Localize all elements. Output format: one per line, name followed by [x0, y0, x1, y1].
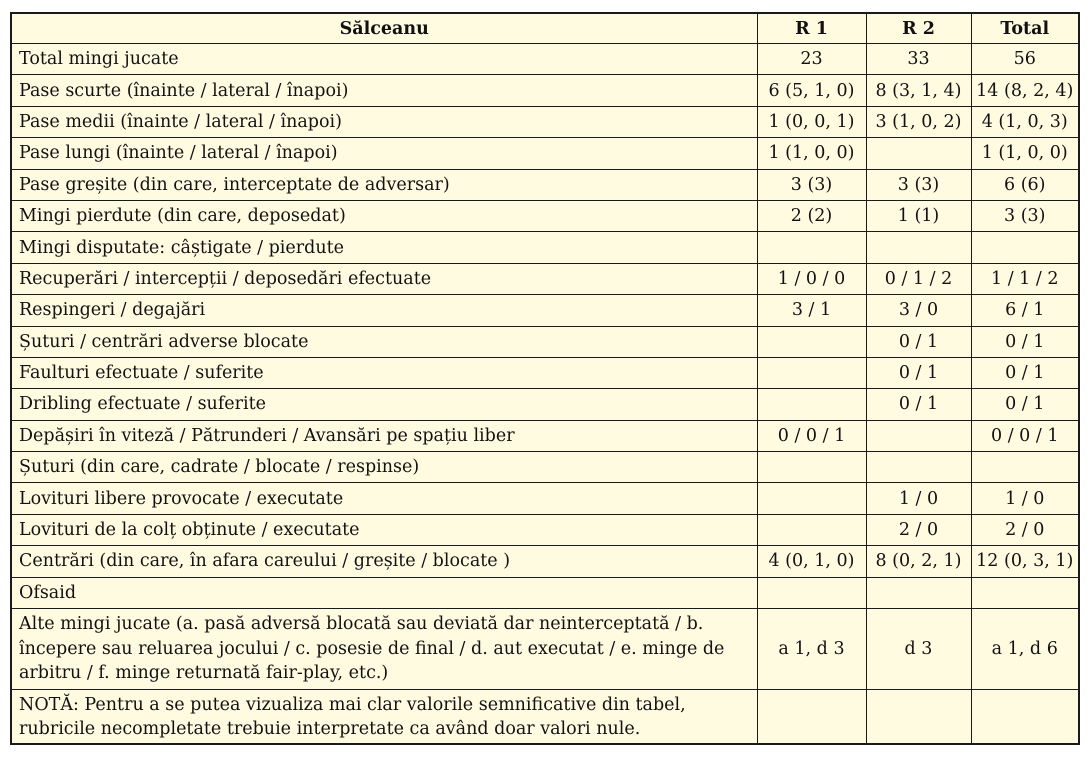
table-row [11, 75, 1079, 106]
stat-label: Depășiri în viteză / Pătrunderi / Avansări pe spațiu liber [11, 420, 757, 451]
stat-label: Pase greșite (din care, interceptate de adversar) [11, 169, 757, 200]
round-1-value [757, 514, 866, 545]
table-row [11, 452, 1079, 483]
stat-label: Total mingi jucate [11, 44, 757, 75]
round-2-value [866, 420, 971, 451]
player-name-header: Sălceanu [11, 13, 757, 44]
total-value: 0 / 1 [971, 357, 1079, 388]
stat-label: Mingi pierdute (din care, deposedat) [11, 200, 757, 231]
total-value: 3 (3) [971, 200, 1079, 231]
round-1-value: 1 (0, 0, 1) [757, 106, 866, 137]
stat-label: Pase lungi (înainte / lateral / înapoi) [11, 138, 757, 169]
note-row [11, 690, 1079, 745]
table-row [11, 514, 1079, 545]
table-row [11, 200, 1079, 231]
round-2-value: d 3 [866, 609, 971, 690]
table-row [11, 357, 1079, 388]
table-header [11, 13, 1079, 44]
round-1-value [757, 690, 866, 745]
total-value [971, 690, 1079, 745]
round-2-value [866, 577, 971, 608]
table-row [11, 420, 1079, 451]
table-row [11, 295, 1079, 326]
total-value: 2 / 0 [971, 514, 1079, 545]
total-value [971, 577, 1079, 608]
round-1-value [757, 232, 866, 263]
round-1-value: 1 (1, 0, 0) [757, 138, 866, 169]
total-value: 0 / 0 / 1 [971, 420, 1079, 451]
stat-label: Alte mingi jucate (a. pasă adversă blocată sau deviată dar neinterceptată / b. începere sau reluarea jocului / c. posesie de final / d. aut executat / e. minge de arbitru / f. minge returnată fair-play, etc.) [11, 609, 757, 690]
round-2-value [866, 232, 971, 263]
table-row [11, 169, 1079, 200]
table-row [11, 577, 1079, 608]
round-1-value: 1 / 0 / 0 [757, 263, 866, 294]
table-row [11, 326, 1079, 357]
round-1-value: 2 (2) [757, 200, 866, 231]
table-row [11, 44, 1079, 75]
table-row [11, 232, 1079, 263]
round-2-value [866, 138, 971, 169]
table-row [11, 106, 1079, 137]
total-value: 56 [971, 44, 1079, 75]
round-2-value: 8 (3, 1, 4) [866, 75, 971, 106]
round-1-value: a 1, d 3 [757, 609, 866, 690]
table-row [11, 263, 1079, 294]
round-2-value: 0 / 1 [866, 357, 971, 388]
stat-label: Respingeri / degajări [11, 295, 757, 326]
round-2-value: 0 / 1 [866, 389, 971, 420]
total-value: 0 / 1 [971, 326, 1079, 357]
round-2-value: 0 / 1 [866, 326, 971, 357]
total-value: 1 / 1 / 2 [971, 263, 1079, 294]
round-2-value: 3 (1, 0, 2) [866, 106, 971, 137]
round-1-value [757, 357, 866, 388]
total-value [971, 452, 1079, 483]
stat-label: Recuperări / intercepții / deposedări efectuate [11, 263, 757, 294]
round-1-value: 23 [757, 44, 866, 75]
round-1-value: 0 / 0 / 1 [757, 420, 866, 451]
round-2-value [866, 452, 971, 483]
stat-label: Lovituri de la colț obținute / executate [11, 514, 757, 545]
stat-label: Ofsaid [11, 577, 757, 608]
round-1-value [757, 389, 866, 420]
round-1-value [757, 577, 866, 608]
total-value: a 1, d 6 [971, 609, 1079, 690]
total-value: 14 (8, 2, 4) [971, 75, 1079, 106]
stat-label: Faulturi efectuate / suferite [11, 357, 757, 388]
table-row [11, 546, 1079, 577]
stat-label: Centrări (din care, în afara careului / greșite / blocate ) [11, 546, 757, 577]
stat-label: NOTĂ: Pentru a se putea vizualiza mai clar valorile semnificative din tabel, rubricile necompletate trebuie interpretate ca având doar valori nule. [11, 690, 757, 745]
player-stats-table [10, 12, 1080, 745]
round-2-value: 2 / 0 [866, 514, 971, 545]
total-value: 4 (1, 0, 3) [971, 106, 1079, 137]
round-2-value: 1 (1) [866, 200, 971, 231]
round-2-value: 3 (3) [866, 169, 971, 200]
total-value: 1 (1, 0, 0) [971, 138, 1079, 169]
table-row [11, 483, 1079, 514]
total-value: 12 (0, 3, 1) [971, 546, 1079, 577]
total-value: 0 / 1 [971, 389, 1079, 420]
round-2-value [866, 690, 971, 745]
round-2-value: 3 / 0 [866, 295, 971, 326]
round-1-value: 3 / 1 [757, 295, 866, 326]
total-value: 1 / 0 [971, 483, 1079, 514]
round-1-value: 3 (3) [757, 169, 866, 200]
stat-label: Șuturi / centrări adverse blocate [11, 326, 757, 357]
total-value: 6 (6) [971, 169, 1079, 200]
stat-label: Dribling efectuate / suferite [11, 389, 757, 420]
stat-label: Lovituri libere provocate / executate [11, 483, 757, 514]
table-row [11, 389, 1079, 420]
round-1-value: 6 (5, 1, 0) [757, 75, 866, 106]
header-row [11, 13, 1079, 44]
total-value [971, 232, 1079, 263]
round-1-value: 4 (0, 1, 0) [757, 546, 866, 577]
stat-label: Mingi disputate: câștigate / pierdute [11, 232, 757, 263]
table-row [11, 609, 1079, 690]
stat-label: Șuturi (din care, cadrate / blocate / respinse) [11, 452, 757, 483]
round-1-header: R 1 [757, 13, 866, 44]
round-2-value: 1 / 0 [866, 483, 971, 514]
round-2-value: 0 / 1 / 2 [866, 263, 971, 294]
round-1-value [757, 326, 866, 357]
total-header: Total [971, 13, 1079, 44]
stat-label: Pase scurte (înainte / lateral / înapoi) [11, 75, 757, 106]
round-2-value: 33 [866, 44, 971, 75]
round-2-value: 8 (0, 2, 1) [866, 546, 971, 577]
round-1-value [757, 452, 866, 483]
table-row [11, 138, 1079, 169]
table-body [11, 44, 1079, 745]
round-1-value [757, 483, 866, 514]
total-value: 6 / 1 [971, 295, 1079, 326]
stat-label: Pase medii (înainte / lateral / înapoi) [11, 106, 757, 137]
round-2-header: R 2 [866, 13, 971, 44]
